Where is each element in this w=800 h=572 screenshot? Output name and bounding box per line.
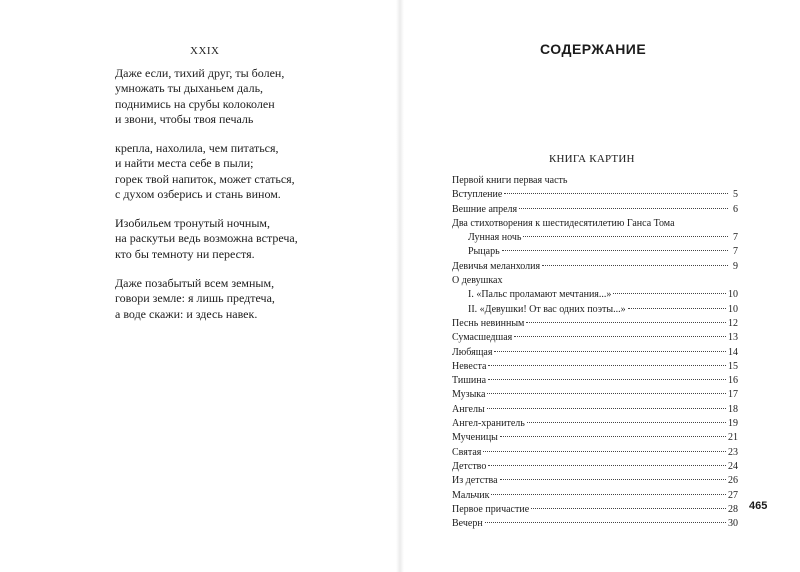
toc-entry [452, 431, 738, 445]
toc-entry-page: 9 [733, 260, 738, 272]
toc-entry-title: Песнь невинным [452, 317, 525, 329]
book-section-title: КНИГА КАРТИН [549, 153, 635, 165]
toc-leader-dots [487, 393, 726, 394]
poem-stanza-2 [115, 141, 295, 202]
toc-entry [452, 446, 738, 460]
toc-entry [452, 374, 738, 388]
toc-leader-dots [531, 508, 726, 509]
poem-line: кто бы темноту ни перестя. [115, 246, 255, 261]
toc-entry-title: Музыка [452, 389, 486, 401]
toc-entry [452, 245, 738, 259]
toc-entry-title: Рыцарь [468, 246, 500, 258]
toc-entry-page: 7 [733, 246, 738, 258]
toc-entry-title: Вешние апреля [452, 203, 518, 215]
toc-entry-title: Святая [452, 446, 482, 458]
toc-leader-dots [483, 451, 726, 452]
page-number: 465 [749, 500, 768, 512]
toc-entry-page: 24 [728, 460, 738, 472]
toc-entry-title: Девичья меланхолия [452, 260, 541, 272]
toc-entry-title: Детство [452, 460, 487, 472]
toc-entry-title: Тишина [452, 375, 487, 387]
toc-entry [452, 203, 738, 217]
toc-entry [452, 188, 738, 202]
toc-leader-dots [628, 308, 726, 309]
toc-entry-page: 14 [728, 346, 738, 358]
toc-entry-page: 19 [728, 418, 738, 430]
toc-leader-dots [488, 365, 726, 366]
toc-entry [452, 417, 738, 431]
toc-entry [452, 403, 738, 417]
poem-line: поднимись на срубы колоколен [115, 96, 275, 111]
toc-entry-title: Первой книги первая часть [452, 175, 568, 186]
toc-entry [452, 174, 738, 188]
toc-leader-dots [519, 208, 728, 209]
toc-entry [452, 274, 738, 288]
toc-entry [452, 517, 738, 531]
poem-line: с духом озберись и стань вином. [115, 186, 281, 201]
poem-line: умножать ты дыханьем даль, [115, 81, 264, 96]
toc-entry-page: 30 [728, 518, 738, 530]
toc-entry [452, 388, 738, 402]
toc-leader-dots [514, 336, 726, 337]
toc-entry-page: 17 [728, 389, 738, 401]
toc-leader-dots [488, 379, 726, 380]
toc-entry [452, 489, 738, 503]
toc-entry-page: 13 [728, 332, 738, 344]
poem-line: крепла, нахолила, чем питаться, [115, 141, 279, 155]
toc-entry-page: 26 [728, 475, 738, 487]
toc-entry-title: Вступление [452, 189, 503, 201]
toc-leader-dots [613, 293, 726, 294]
toc-entry-title: Вечерн [452, 518, 483, 530]
poem-line: на раскутьи ведь возможна встреча, [115, 231, 298, 246]
toc-leader-dots [500, 436, 726, 437]
toc-entry-title: Мученицы [452, 432, 498, 444]
poem-stanza-4 [115, 276, 275, 322]
toc-entry [452, 503, 738, 517]
poem-line: и найти места себе в пыли; [115, 156, 254, 171]
poem-number: XXIX [190, 45, 220, 57]
poem-line: а воде скажи: и здесь навек. [115, 306, 258, 321]
toc-entry [452, 217, 738, 231]
toc-entry-title: Любящая [452, 346, 493, 358]
toc-leader-dots [500, 479, 726, 480]
toc-entry-page: 18 [728, 403, 738, 415]
toc-leader-dots [494, 351, 726, 352]
toc-entry-page: 5 [733, 189, 738, 201]
toc-entry [452, 303, 738, 317]
right-page [400, 0, 800, 572]
toc-entry [452, 231, 738, 245]
toc-leader-dots [523, 236, 728, 237]
toc-entry-title: I. «Пальс проламают мечтания...» [468, 289, 612, 301]
poem-line: Изобильем тронутый ночным, [115, 216, 271, 230]
toc-entry-page: 16 [728, 375, 738, 387]
toc-entry-title: II. «Девушки! От вас одних поэты...» [468, 303, 626, 315]
toc-entry-page: 12 [728, 317, 738, 329]
toc-entry [452, 260, 738, 274]
toc-leader-dots [487, 408, 726, 409]
toc-entry-page: 7 [733, 232, 738, 244]
contents-title: СОДЕРЖАНИЕ [540, 41, 647, 57]
toc-leader-dots [491, 494, 726, 495]
toc-entry-page: 28 [728, 503, 738, 515]
toc-entry [452, 360, 738, 374]
toc-leader-dots [527, 422, 726, 423]
poem-line: и звони, чтобы твоя печаль [115, 111, 254, 126]
toc-leader-dots [502, 250, 728, 251]
toc-leader-dots [485, 522, 726, 523]
toc-entry-title: Ангел-хранитель [452, 418, 525, 430]
toc-entry-page: 27 [728, 489, 738, 501]
toc-entry [452, 346, 738, 360]
toc-entry-title: Ангелы [452, 403, 485, 415]
toc-entry-page: 10 [728, 303, 738, 315]
toc-entry [452, 460, 738, 474]
toc-entry [452, 474, 738, 488]
poem-line: Даже если, тихий друг, ты болен, [115, 66, 285, 80]
poem-line: горек твой напиток, может статься, [115, 171, 295, 186]
toc-entry-title: Первое причастие [452, 503, 530, 515]
toc-leader-dots [542, 265, 728, 266]
toc-entry [452, 288, 738, 302]
toc-leader-dots [526, 322, 726, 323]
toc-entry-title: Два стихотворения к шестидесятилетию Ганса Тома [452, 217, 675, 229]
toc-entry-page: 10 [728, 289, 738, 301]
poem-line: Даже позабытый всем земным, [115, 276, 275, 290]
toc-entry-title: Невеста [452, 360, 487, 372]
toc-entry-title: Из детства [452, 475, 498, 487]
toc-entry-title: Мальчик [452, 489, 490, 501]
toc-entry-title: Сумасшедшая [452, 332, 513, 344]
poem-line: говори земле: я лишь предтеча, [115, 291, 275, 306]
table-of-contents [452, 174, 738, 531]
poem-stanza-1 [115, 66, 284, 127]
toc-leader-dots [488, 465, 726, 466]
toc-entry-title: Лунная ночь [468, 232, 522, 244]
toc-entry-page: 21 [728, 432, 738, 444]
toc-entry [452, 317, 738, 331]
poem-stanza-3 [115, 216, 298, 262]
toc-entry-page: 23 [728, 446, 738, 458]
toc-entry-page: 6 [733, 203, 738, 215]
toc-entry-title: О девушках [452, 275, 503, 287]
toc-leader-dots [504, 193, 728, 194]
toc-entry-page: 15 [728, 360, 738, 372]
toc-entry [452, 331, 738, 345]
